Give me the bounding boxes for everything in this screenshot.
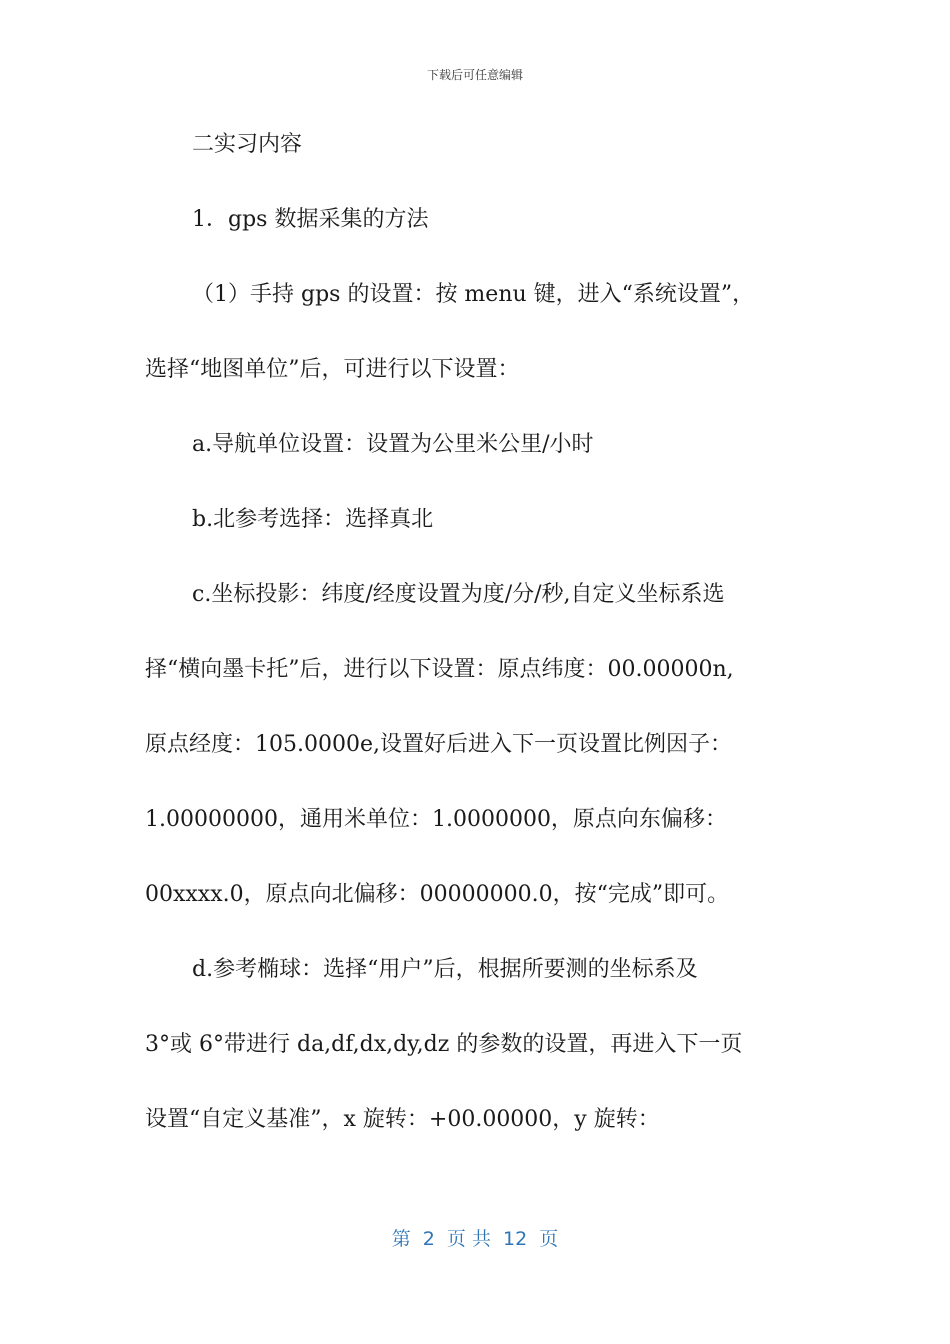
list-item-c: c.坐标投影：纬度/经度设置为度/分/秒,自定义坐标系选 <box>192 582 725 607</box>
paragraph-line: 00xxxx.0，原点向北偏移：00000000.0，按“完成”即可。 <box>145 882 730 907</box>
paragraph-line: 选择“地图单位”后，可进行以下设置： <box>145 357 520 382</box>
list-item-a: a.导航单位设置：设置为公里米公里/小时 <box>192 432 594 457</box>
page-header-note: 下载后可任意编辑 <box>426 68 523 82</box>
paragraph-line: （1）手持 gps 的设置：按 menu 键，进入“系统设置”， <box>192 282 755 307</box>
paragraph-line: 1.00000000，通用米单位：1.0000000，原点向东偏移： <box>145 807 727 832</box>
paragraph-line: 3°或 6°带进行 da,df,dx,dy,dz 的参数的设置，再进入下一页 <box>145 1032 743 1057</box>
document-body <box>145 122 815 1172</box>
subsection-heading: 1．gps 数据采集的方法 <box>192 207 429 232</box>
paragraph-line: 择“横向墨卡托”后，进行以下设置：原点纬度：00.00000n, <box>145 657 734 682</box>
section-heading: 二实习内容 <box>192 132 303 157</box>
paragraph-line: 原点经度：105.0000e,设置好后进入下一页设置比例因子： <box>145 732 732 757</box>
paragraph-line: 设置“自定义基准”，x 旋转：+00.00000，y 旋转： <box>145 1107 660 1132</box>
list-item-d: d.参考椭球：选择“用户”后，根据所要测的坐标系及 <box>192 957 698 982</box>
list-item-b: b.北参考选择：选择真北 <box>192 507 434 532</box>
page-number: 第 2 页 共 12 页 <box>391 1228 559 1250</box>
